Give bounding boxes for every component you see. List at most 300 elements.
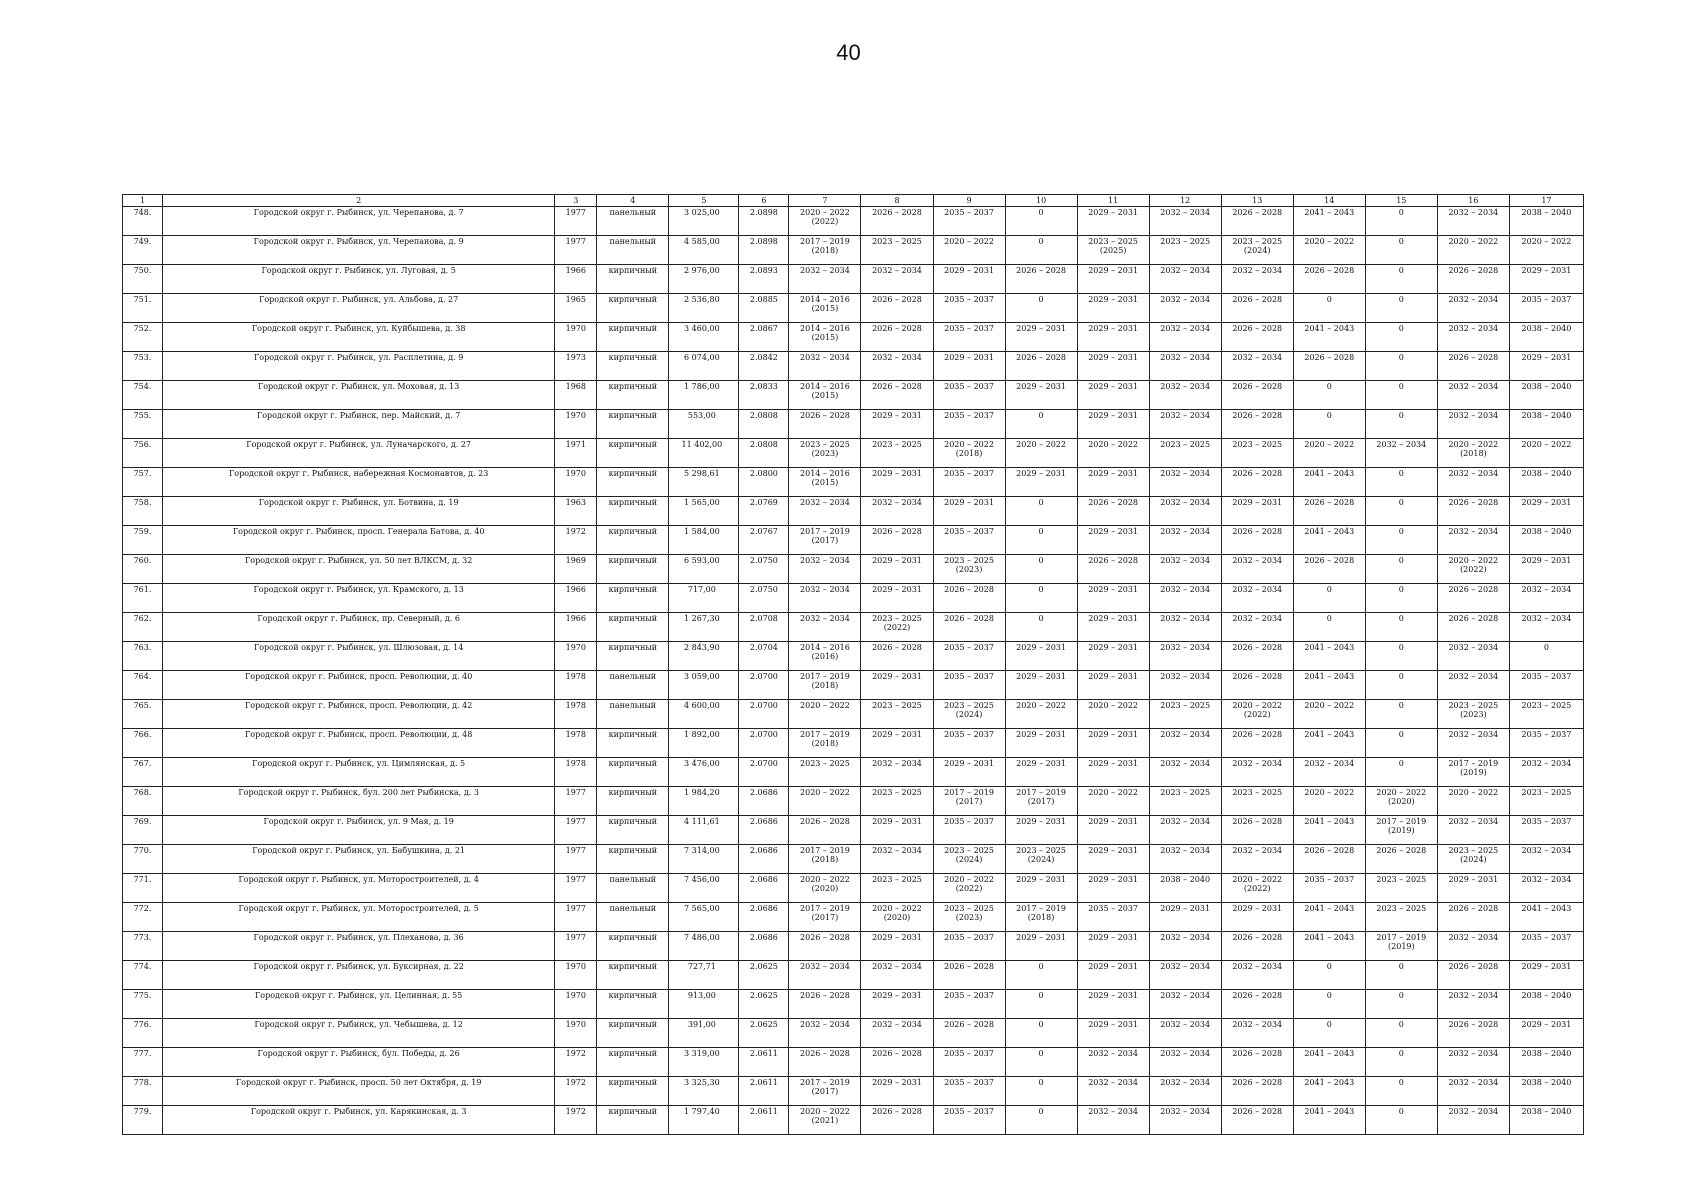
table-cell: 2035 – 2037 bbox=[933, 207, 1005, 236]
table-cell: 2.0611 bbox=[739, 1106, 789, 1135]
table-cell: 2026 – 2028 bbox=[933, 961, 1005, 990]
table-cell: 2032 – 2034 bbox=[1149, 816, 1221, 845]
table-cell: 2032 – 2034 bbox=[1149, 1019, 1221, 1048]
table-cell: 2023 – 2025 (2023) bbox=[1437, 700, 1509, 729]
table-cell: 1978 bbox=[555, 671, 597, 700]
table-cell: 2038 – 2040 bbox=[1509, 1048, 1583, 1077]
table-cell: 2023 – 2025 (2024) bbox=[933, 845, 1005, 874]
table-cell: 2029 – 2031 bbox=[1005, 671, 1077, 700]
table-cell: 2020 – 2022 bbox=[1293, 700, 1365, 729]
table-cell: 2032 – 2034 bbox=[1437, 932, 1509, 961]
table-cell: кирпичный bbox=[597, 1048, 669, 1077]
table-cell: 0 bbox=[1005, 294, 1077, 323]
table-cell: 2.0769 bbox=[739, 497, 789, 526]
table-cell: 1969 bbox=[555, 555, 597, 584]
table-cell: 2023 – 2025 (2024) bbox=[1437, 845, 1509, 874]
table-cell: 2.0867 bbox=[739, 323, 789, 352]
table-cell: 2.0750 bbox=[739, 584, 789, 613]
table-cell: 2020 – 2022 (2021) bbox=[789, 1106, 861, 1135]
table-row bbox=[123, 352, 1584, 381]
table-cell: 2029 – 2031 bbox=[1005, 816, 1077, 845]
table-cell: кирпичный bbox=[597, 584, 669, 613]
table-cell: 0 bbox=[1293, 613, 1365, 642]
row-index: 761. bbox=[123, 584, 163, 613]
table-cell: 2029 – 2031 bbox=[1077, 265, 1149, 294]
table-cell: 0 bbox=[1005, 990, 1077, 1019]
table-cell: 2032 – 2034 bbox=[1437, 642, 1509, 671]
area-cell: 7 314,00 bbox=[669, 845, 739, 874]
table-cell: 2020 – 2022 bbox=[1293, 439, 1365, 468]
address-cell: Городской округ г. Рыбинск, ул. Целинная, д. 55 bbox=[163, 990, 555, 1019]
table-cell: 2038 – 2040 bbox=[1149, 874, 1221, 903]
column-number: 16 bbox=[1437, 195, 1509, 207]
table-cell: 2032 – 2034 bbox=[1149, 1106, 1221, 1135]
table-cell: 2.0833 bbox=[739, 381, 789, 410]
table-cell: 2026 – 2028 bbox=[1221, 1077, 1293, 1106]
table-cell: 2023 – 2025 bbox=[861, 439, 933, 468]
table-cell: 2035 – 2037 bbox=[933, 671, 1005, 700]
table-cell: 2032 – 2034 bbox=[1437, 816, 1509, 845]
table-cell: 2029 – 2031 bbox=[1221, 903, 1293, 932]
row-index: 777. bbox=[123, 1048, 163, 1077]
table-cell: 2029 – 2031 bbox=[1077, 758, 1149, 787]
table-cell: 2.0611 bbox=[739, 1048, 789, 1077]
table-cell: 2.0898 bbox=[739, 236, 789, 265]
address-cell: Городской округ г. Рыбинск, ул. Черепанова, д. 7 bbox=[163, 207, 555, 236]
table-cell: 2023 – 2025 bbox=[861, 700, 933, 729]
table-cell: 2029 – 2031 bbox=[1005, 729, 1077, 758]
table-cell: 2035 – 2037 bbox=[933, 410, 1005, 439]
table-cell: 2023 – 2025 bbox=[789, 758, 861, 787]
address-cell: Городской округ г. Рыбинск, ул. Шлюзовая, д. 14 bbox=[163, 642, 555, 671]
table-cell: 2029 – 2031 bbox=[1077, 1019, 1149, 1048]
table-cell: 2029 – 2031 bbox=[861, 468, 933, 497]
table-cell: 2017 – 2019 (2017) bbox=[1005, 787, 1077, 816]
table-cell: кирпичный bbox=[597, 961, 669, 990]
table-cell: 2035 – 2037 bbox=[933, 294, 1005, 323]
table-cell: 2038 – 2040 bbox=[1509, 468, 1583, 497]
table-cell: панельный bbox=[597, 671, 669, 700]
table-cell: 2014 – 2016 (2015) bbox=[789, 381, 861, 410]
table-cell: 1977 bbox=[555, 874, 597, 903]
row-index: 748. bbox=[123, 207, 163, 236]
table-cell: 1968 bbox=[555, 381, 597, 410]
table-cell: 2026 – 2028 bbox=[1365, 845, 1437, 874]
table-cell: 2032 – 2034 bbox=[1437, 729, 1509, 758]
table-cell: 2.0625 bbox=[739, 990, 789, 1019]
table-cell: 2.0700 bbox=[739, 700, 789, 729]
row-index: 766. bbox=[123, 729, 163, 758]
table-cell: кирпичный bbox=[597, 410, 669, 439]
row-index: 760. bbox=[123, 555, 163, 584]
table-cell: 2041 – 2043 bbox=[1293, 642, 1365, 671]
table-cell: панельный bbox=[597, 207, 669, 236]
table-cell: 2.0686 bbox=[739, 932, 789, 961]
table-cell: 2020 – 2022 (2020) bbox=[1365, 787, 1437, 816]
table-cell: 2029 – 2031 bbox=[1509, 497, 1583, 526]
table-cell: 2.0700 bbox=[739, 671, 789, 700]
table-cell: 2041 – 2043 bbox=[1293, 468, 1365, 497]
column-number: 1 bbox=[123, 195, 163, 207]
table-cell: 2.0842 bbox=[739, 352, 789, 381]
column-number: 8 bbox=[861, 195, 933, 207]
table-cell: 2026 – 2028 bbox=[861, 642, 933, 671]
table-cell: 2026 – 2028 bbox=[861, 1048, 933, 1077]
table-cell: 2020 – 2022 bbox=[1005, 439, 1077, 468]
table-cell: кирпичный bbox=[597, 265, 669, 294]
table-cell: 2.0808 bbox=[739, 439, 789, 468]
address-cell: Городской округ г. Рыбинск, ул. Буксирная, д. 22 bbox=[163, 961, 555, 990]
row-index: 768. bbox=[123, 787, 163, 816]
table-cell: 2020 – 2022 (2022) bbox=[789, 207, 861, 236]
row-index: 765. bbox=[123, 700, 163, 729]
table-cell: 2023 – 2025 (2023) bbox=[933, 903, 1005, 932]
row-index: 758. bbox=[123, 497, 163, 526]
table-cell: 2032 – 2034 bbox=[1149, 555, 1221, 584]
address-cell: Городской округ г. Рыбинск, ул. Крамского, д. 13 bbox=[163, 584, 555, 613]
column-number: 3 bbox=[555, 195, 597, 207]
table-cell: 2032 – 2034 bbox=[1149, 758, 1221, 787]
table-cell: 2026 – 2028 bbox=[1221, 410, 1293, 439]
table-cell: 1970 bbox=[555, 468, 597, 497]
table-cell: панельный bbox=[597, 874, 669, 903]
table-cell: 1966 bbox=[555, 584, 597, 613]
address-cell: Городской округ г. Рыбинск, ул. Цимлянская, д. 5 bbox=[163, 758, 555, 787]
table-cell: 2035 – 2037 bbox=[933, 1077, 1005, 1106]
table-cell: 2032 – 2034 bbox=[1149, 323, 1221, 352]
address-cell: Городской округ г. Рыбинск, пер. Майский, д. 7 bbox=[163, 410, 555, 439]
table-row bbox=[123, 903, 1584, 932]
table-cell: 2041 – 2043 bbox=[1293, 1077, 1365, 1106]
table-row bbox=[123, 932, 1584, 961]
table-cell: 2032 – 2034 bbox=[1509, 758, 1583, 787]
table-row bbox=[123, 1077, 1584, 1106]
table-cell: 2029 – 2031 bbox=[1509, 265, 1583, 294]
table-cell: 2032 – 2034 bbox=[1365, 439, 1437, 468]
table-cell: 2032 – 2034 bbox=[1221, 758, 1293, 787]
table-cell: 2023 – 2025 bbox=[1509, 787, 1583, 816]
table-cell: 0 bbox=[1365, 990, 1437, 1019]
table-cell: 2035 – 2037 bbox=[1509, 294, 1583, 323]
table-row bbox=[123, 265, 1584, 294]
table-cell: 1972 bbox=[555, 1077, 597, 1106]
table-cell: 2.0686 bbox=[739, 845, 789, 874]
address-cell: Городской округ г. Рыбинск, пр. Северный, д. 6 bbox=[163, 613, 555, 642]
address-cell: Городской округ г. Рыбинск, просп. 50 лет Октября, д. 19 bbox=[163, 1077, 555, 1106]
table-cell: 2029 – 2031 bbox=[861, 729, 933, 758]
table-cell: 0 bbox=[1005, 207, 1077, 236]
row-index: 764. bbox=[123, 671, 163, 700]
table-cell: 2032 – 2034 bbox=[1149, 584, 1221, 613]
area-cell: 5 298,61 bbox=[669, 468, 739, 497]
table-cell: 0 bbox=[1005, 1019, 1077, 1048]
table-cell: 2035 – 2037 bbox=[933, 932, 1005, 961]
table-row bbox=[123, 816, 1584, 845]
table-cell: кирпичный bbox=[597, 468, 669, 497]
table-cell: 2.0625 bbox=[739, 1019, 789, 1048]
table-cell: кирпичный bbox=[597, 323, 669, 352]
buildings-table bbox=[122, 194, 1584, 1135]
table-cell: 2023 – 2025 (2025) bbox=[1077, 236, 1149, 265]
table-cell: 2041 – 2043 bbox=[1293, 729, 1365, 758]
table-cell: 2029 – 2031 bbox=[1005, 758, 1077, 787]
area-cell: 2 843,90 bbox=[669, 642, 739, 671]
table-cell: 2032 – 2034 bbox=[1437, 410, 1509, 439]
table-cell: 2032 – 2034 bbox=[1149, 729, 1221, 758]
table-cell: 2.0625 bbox=[739, 961, 789, 990]
row-index: 779. bbox=[123, 1106, 163, 1135]
area-cell: 6 593,00 bbox=[669, 555, 739, 584]
table-cell: 1966 bbox=[555, 265, 597, 294]
area-cell: 391,00 bbox=[669, 1019, 739, 1048]
area-cell: 717,00 bbox=[669, 584, 739, 613]
area-cell: 3 476,00 bbox=[669, 758, 739, 787]
row-index: 763. bbox=[123, 642, 163, 671]
column-number: 11 bbox=[1077, 195, 1149, 207]
row-index: 754. bbox=[123, 381, 163, 410]
table-cell: 2029 – 2031 bbox=[861, 1077, 933, 1106]
table-cell: 2020 – 2022 bbox=[1293, 236, 1365, 265]
area-cell: 4 600,00 bbox=[669, 700, 739, 729]
table-cell: 2.0898 bbox=[739, 207, 789, 236]
table-cell: 2026 – 2028 bbox=[861, 1106, 933, 1135]
table-cell: 2032 – 2034 bbox=[1221, 584, 1293, 613]
table-cell: 2032 – 2034 bbox=[861, 497, 933, 526]
table-cell: 2032 – 2034 bbox=[861, 758, 933, 787]
table-cell: 0 bbox=[1365, 323, 1437, 352]
table-cell: 2032 – 2034 bbox=[1437, 526, 1509, 555]
table-cell: 2041 – 2043 bbox=[1293, 1106, 1365, 1135]
table-cell: 2023 – 2025 bbox=[1149, 439, 1221, 468]
table-cell: 2032 – 2034 bbox=[861, 265, 933, 294]
table-cell: 2.0700 bbox=[739, 729, 789, 758]
table-cell: 2020 – 2022 (2020) bbox=[789, 874, 861, 903]
table-cell: 2020 – 2022 (2018) bbox=[933, 439, 1005, 468]
table-cell: 2026 – 2028 bbox=[1437, 613, 1509, 642]
table-row bbox=[123, 236, 1584, 265]
table-cell: 0 bbox=[1365, 1106, 1437, 1135]
row-index: 755. bbox=[123, 410, 163, 439]
table-cell: 2032 – 2034 bbox=[1149, 961, 1221, 990]
table-cell: кирпичный bbox=[597, 1106, 669, 1135]
area-cell: 1 892,00 bbox=[669, 729, 739, 758]
table-cell: 2032 – 2034 bbox=[1149, 497, 1221, 526]
table-cell: 2020 – 2022 bbox=[1005, 700, 1077, 729]
table-cell: 2032 – 2034 bbox=[1437, 468, 1509, 497]
row-index: 750. bbox=[123, 265, 163, 294]
table-cell: 2029 – 2031 bbox=[1077, 410, 1149, 439]
table-cell: 2029 – 2031 bbox=[1509, 352, 1583, 381]
table-cell: 0 bbox=[1293, 381, 1365, 410]
column-number: 13 bbox=[1221, 195, 1293, 207]
address-cell: Городской округ г. Рыбинск, бул. Победы, д. 26 bbox=[163, 1048, 555, 1077]
table-cell: 1966 bbox=[555, 613, 597, 642]
column-number: 14 bbox=[1293, 195, 1365, 207]
area-cell: 11 402,00 bbox=[669, 439, 739, 468]
table-cell: 2023 – 2025 (2023) bbox=[933, 555, 1005, 584]
table-cell: 2026 – 2028 bbox=[1221, 729, 1293, 758]
row-index: 749. bbox=[123, 236, 163, 265]
table-cell: 2029 – 2031 bbox=[1005, 932, 1077, 961]
table-cell: 2026 – 2028 bbox=[933, 613, 1005, 642]
table-cell: 2032 – 2034 bbox=[1293, 758, 1365, 787]
table-cell: 2032 – 2034 bbox=[1509, 613, 1583, 642]
table-cell: 0 bbox=[1365, 410, 1437, 439]
address-cell: Городской округ г. Рыбинск, ул. Ботвина, д. 19 bbox=[163, 497, 555, 526]
table-cell: 2041 – 2043 bbox=[1293, 1048, 1365, 1077]
table-cell: 2026 – 2028 bbox=[1437, 584, 1509, 613]
table-cell: 2032 – 2034 bbox=[1077, 1106, 1149, 1135]
table-cell: 2029 – 2031 bbox=[933, 497, 1005, 526]
table-cell: кирпичный bbox=[597, 294, 669, 323]
table-cell: 0 bbox=[1365, 352, 1437, 381]
table-cell: 2032 – 2034 bbox=[1437, 294, 1509, 323]
table-cell: кирпичный bbox=[597, 729, 669, 758]
address-cell: Городской округ г. Рыбинск, ул. Моховая, д. 13 bbox=[163, 381, 555, 410]
table-cell: 2.0686 bbox=[739, 787, 789, 816]
table-cell: 2020 – 2022 bbox=[1077, 700, 1149, 729]
table-cell: 0 bbox=[1005, 613, 1077, 642]
table-cell: 2026 – 2028 bbox=[1221, 526, 1293, 555]
table-row bbox=[123, 1048, 1584, 1077]
column-number: 6 bbox=[739, 195, 789, 207]
table-row bbox=[123, 642, 1584, 671]
table-cell: 2026 – 2028 bbox=[1005, 352, 1077, 381]
table-cell: 2032 – 2034 bbox=[1149, 381, 1221, 410]
table-cell: 2032 – 2034 bbox=[1437, 381, 1509, 410]
row-index: 774. bbox=[123, 961, 163, 990]
table-cell: 2035 – 2037 bbox=[933, 816, 1005, 845]
table-cell: 2035 – 2037 bbox=[1509, 932, 1583, 961]
table-cell: 2026 – 2028 bbox=[1437, 352, 1509, 381]
table-cell: 2029 – 2031 bbox=[1077, 845, 1149, 874]
table-cell: 2029 – 2031 bbox=[1077, 294, 1149, 323]
table-cell: 2017 – 2019 (2017) bbox=[933, 787, 1005, 816]
table-cell: 2026 – 2028 bbox=[933, 584, 1005, 613]
table-cell: 2032 – 2034 bbox=[1149, 526, 1221, 555]
row-index: 773. bbox=[123, 932, 163, 961]
table-cell: 0 bbox=[1005, 961, 1077, 990]
table-cell: 2020 – 2022 (2020) bbox=[861, 903, 933, 932]
table-cell: 2032 – 2034 bbox=[1149, 990, 1221, 1019]
table-cell: 2035 – 2037 bbox=[933, 1048, 1005, 1077]
column-number: 10 bbox=[1005, 195, 1077, 207]
table-cell: 2032 – 2034 bbox=[1149, 932, 1221, 961]
area-cell: 3 319,00 bbox=[669, 1048, 739, 1077]
row-index: 772. bbox=[123, 903, 163, 932]
table-cell: 2.0700 bbox=[739, 758, 789, 787]
table-cell: 2029 – 2031 bbox=[861, 990, 933, 1019]
table-row bbox=[123, 874, 1584, 903]
address-cell: Городской округ г. Рыбинск, ул. Альбова, д. 27 bbox=[163, 294, 555, 323]
table-cell: 2.0808 bbox=[739, 410, 789, 439]
table-cell: 2032 – 2034 bbox=[1437, 1048, 1509, 1077]
table-cell: 2.0708 bbox=[739, 613, 789, 642]
table-cell: 0 bbox=[1365, 468, 1437, 497]
table-cell: 2026 – 2028 bbox=[1221, 932, 1293, 961]
table-cell: 2029 – 2031 bbox=[1509, 961, 1583, 990]
table-row bbox=[123, 410, 1584, 439]
table-cell: 2020 – 2022 (2022) bbox=[1221, 700, 1293, 729]
table-cell: 2029 – 2031 bbox=[1077, 932, 1149, 961]
area-cell: 7 486,00 bbox=[669, 932, 739, 961]
table-cell: 2038 – 2040 bbox=[1509, 207, 1583, 236]
table-cell: 0 bbox=[1293, 1019, 1365, 1048]
table-cell: 2020 – 2022 bbox=[933, 236, 1005, 265]
table-cell: 2023 – 2025 (2022) bbox=[861, 613, 933, 642]
table-row bbox=[123, 526, 1584, 555]
row-index: 753. bbox=[123, 352, 163, 381]
table-cell: 2029 – 2031 bbox=[1077, 352, 1149, 381]
table-row bbox=[123, 294, 1584, 323]
table-cell: 2035 – 2037 bbox=[1509, 671, 1583, 700]
table-cell: 2026 – 2028 bbox=[1221, 381, 1293, 410]
table-cell: 0 bbox=[1365, 729, 1437, 758]
table-cell: 2032 – 2034 bbox=[1149, 845, 1221, 874]
table-cell: 2029 – 2031 bbox=[1077, 990, 1149, 1019]
table-cell: 2032 – 2034 bbox=[1149, 613, 1221, 642]
table-cell: 2032 – 2034 bbox=[1437, 1077, 1509, 1106]
table-cell: 2026 – 2028 bbox=[1221, 990, 1293, 1019]
table-cell: 2.0893 bbox=[739, 265, 789, 294]
row-index: 756. bbox=[123, 439, 163, 468]
table-cell: 2026 – 2028 bbox=[861, 526, 933, 555]
address-cell: Городской округ г. Рыбинск, просп. Революции, д. 42 bbox=[163, 700, 555, 729]
address-cell: Городской округ г. Рыбинск, ул. Луначарского, д. 27 bbox=[163, 439, 555, 468]
table-cell: 2023 – 2025 bbox=[1509, 700, 1583, 729]
table-cell: 0 bbox=[1005, 555, 1077, 584]
table-cell: 2026 – 2028 bbox=[1077, 497, 1149, 526]
table-cell: 2023 – 2025 bbox=[1365, 874, 1437, 903]
table-cell: 2026 – 2028 bbox=[789, 410, 861, 439]
table-cell: 2029 – 2031 bbox=[1509, 1019, 1583, 1048]
table-cell: 2023 – 2025 bbox=[861, 787, 933, 816]
table-cell: 2032 – 2034 bbox=[1221, 352, 1293, 381]
table-cell: 2026 – 2028 bbox=[1293, 265, 1365, 294]
table-cell: 2026 – 2028 bbox=[789, 1048, 861, 1077]
table-cell: 0 bbox=[1509, 642, 1583, 671]
table-cell: кирпичный bbox=[597, 526, 669, 555]
table-cell: 1970 bbox=[555, 410, 597, 439]
table-cell: 0 bbox=[1365, 700, 1437, 729]
table-cell: 2032 – 2034 bbox=[1077, 1077, 1149, 1106]
table-cell: кирпичный bbox=[597, 990, 669, 1019]
table-cell: 0 bbox=[1365, 526, 1437, 555]
table-row bbox=[123, 729, 1584, 758]
table-cell: 2026 – 2028 bbox=[1293, 497, 1365, 526]
address-cell: Городской округ г. Рыбинск, ул. Плеханова, д. 36 bbox=[163, 932, 555, 961]
table-cell: 0 bbox=[1365, 207, 1437, 236]
table-cell: 2023 – 2025 bbox=[1365, 903, 1437, 932]
table-cell: 2.0686 bbox=[739, 874, 789, 903]
table-cell: 0 bbox=[1005, 526, 1077, 555]
table-cell: 2026 – 2028 bbox=[1437, 497, 1509, 526]
table-cell: 2032 – 2034 bbox=[1437, 990, 1509, 1019]
row-index: 778. bbox=[123, 1077, 163, 1106]
table-row bbox=[123, 1019, 1584, 1048]
table-cell: 2029 – 2031 bbox=[1077, 584, 1149, 613]
table-cell: 2029 – 2031 bbox=[1077, 642, 1149, 671]
table-cell: 2026 – 2028 bbox=[1221, 468, 1293, 497]
table-cell: 1963 bbox=[555, 497, 597, 526]
table-cell: 2017 – 2019 (2018) bbox=[789, 671, 861, 700]
address-cell: Городской округ г. Рыбинск, ул. 50 лет ВЛКСМ, д. 32 bbox=[163, 555, 555, 584]
table-cell: 2026 – 2028 bbox=[1293, 352, 1365, 381]
table-cell: 2026 – 2028 bbox=[1437, 265, 1509, 294]
area-cell: 3 025,00 bbox=[669, 207, 739, 236]
table-cell: кирпичный bbox=[597, 555, 669, 584]
table-cell: 2020 – 2022 bbox=[1077, 439, 1149, 468]
